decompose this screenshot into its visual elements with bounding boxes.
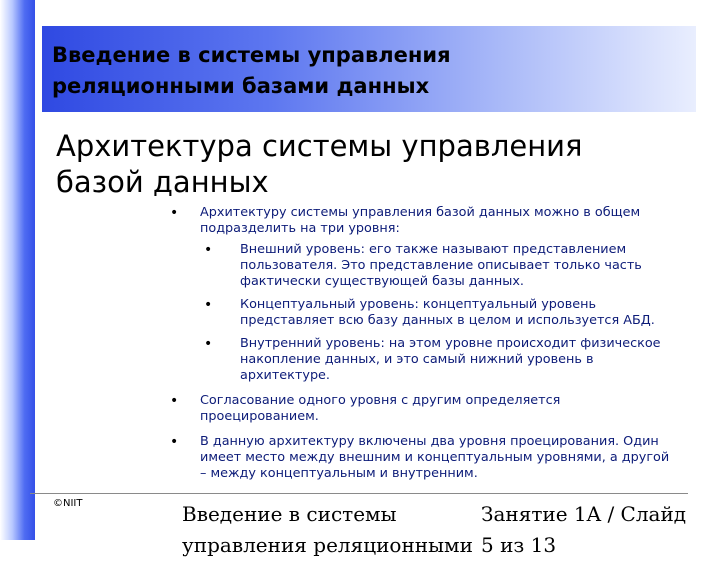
sub-bullet-text: Внешний уровень: его также называют представлением пользователя. Это представление описывает только часть фактически существующей базы данных. (240, 242, 642, 289)
bullet-text: Архитектуру системы управления базой данных можно в общем подразделить на три уровня: (200, 205, 641, 236)
header-title-line-1: Введение в системы управления (52, 43, 451, 67)
slide-header-title (52, 40, 652, 102)
sub-bullet-item (200, 297, 670, 329)
bullet-text: В данную архитектуру включены два уровня проецирования. Один имеет место между внешним и концептуальным уровнями, а другой – между концептуальным и внутренним. (200, 434, 670, 481)
bullet-text: Согласование одного уровня с другим определяется проецированием. (200, 393, 561, 424)
sub-bullet-text: Концептуальный уровень: концептуальный уровень представляет всю базу данных в целом и используется АБД. (240, 297, 655, 328)
bullet-item (160, 393, 670, 425)
bullet-item (160, 434, 670, 482)
sub-bullet-list (200, 242, 670, 384)
slide-heading (56, 128, 696, 200)
footer-divider (30, 493, 688, 494)
bullet-item (160, 205, 670, 384)
side-gradient-bar (0, 0, 35, 540)
slide-heading-line-1: Архитектура системы управления (56, 129, 583, 163)
footer-slide-counter-line-2: 5 из 13 (481, 533, 557, 557)
bullet-list (160, 205, 670, 491)
sub-bullet-text: Внутренний уровень: на этом уровне происходит физическое накопление данных, и это самый нижний уровень в архитектуре. (240, 336, 661, 383)
slide-heading-line-2: базой данных (56, 165, 269, 199)
copyright-notice: ©NIIT (53, 498, 83, 509)
sub-bullet-item (200, 242, 670, 290)
header-title-line-2: реляционными базами данных (52, 74, 430, 98)
footer-course-title-line-1: Введение в системы (182, 502, 397, 526)
footer-course-title (182, 499, 472, 561)
footer-slide-counter-line-1: Занятие 1A / Слайд (481, 502, 687, 526)
sub-bullet-item (200, 336, 670, 384)
footer-slide-counter (481, 499, 711, 561)
footer-course-title-line-2: управления реляционными (182, 533, 473, 557)
